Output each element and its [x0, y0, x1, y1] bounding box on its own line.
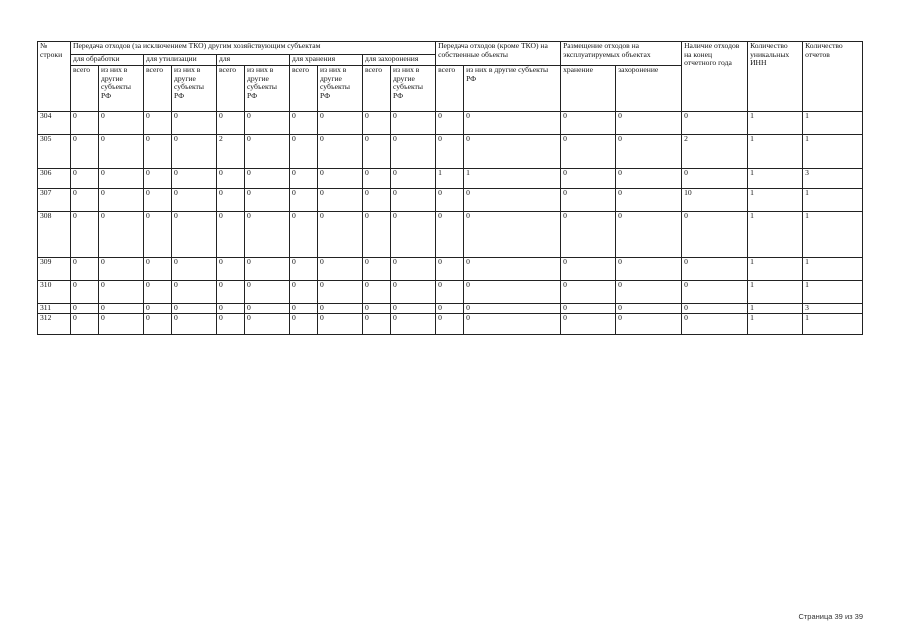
table-cell: 0 — [172, 212, 217, 258]
header-reports: Количество отчетов — [803, 42, 863, 112]
table-cell: 0 — [245, 212, 290, 258]
table-cell: 1 — [748, 212, 803, 258]
table-row — [38, 314, 863, 335]
table-cell: 0 — [561, 169, 616, 189]
header-other-subjects: из них в другие субъекты РФ — [99, 66, 144, 112]
table-cell: 0 — [616, 314, 682, 335]
row-number-cell: 312 — [38, 314, 71, 335]
row-number-cell: 306 — [38, 169, 71, 189]
table-cell: 0 — [290, 258, 318, 281]
header-storage: хранение — [561, 66, 616, 112]
table-cell: 1 — [803, 189, 863, 212]
table-cell: 0 — [436, 112, 464, 135]
table-cell: 0 — [391, 212, 436, 258]
table-cell: 0 — [71, 189, 99, 212]
table-cell: 0 — [363, 112, 391, 135]
header-total: всего — [217, 66, 245, 112]
table-row — [38, 258, 863, 281]
table-cell: 2 — [682, 135, 748, 169]
table-cell: 0 — [144, 189, 172, 212]
table-cell: 0 — [144, 169, 172, 189]
table-cell: 0 — [616, 189, 682, 212]
table-cell: 0 — [71, 281, 99, 304]
table-cell: 0 — [318, 304, 363, 314]
table-cell: 0 — [616, 258, 682, 281]
table-cell: 0 — [682, 314, 748, 335]
table-cell: 2 — [217, 135, 245, 169]
table-cell: 0 — [464, 189, 561, 212]
table-cell: 0 — [363, 281, 391, 304]
table-cell: 0 — [290, 112, 318, 135]
table-cell: 0 — [464, 281, 561, 304]
table-cell: 0 — [318, 189, 363, 212]
table-cell: 1 — [748, 258, 803, 281]
table-cell: 0 — [464, 112, 561, 135]
table-cell: 0 — [290, 281, 318, 304]
header-unique-inn: Количество уникальных ИНН — [748, 42, 803, 112]
table-cell: 0 — [172, 189, 217, 212]
page-number: Страница 39 из 39 — [798, 612, 863, 621]
table-cell: 0 — [99, 258, 144, 281]
table-cell: 0 — [561, 314, 616, 335]
table-cell: 0 — [217, 258, 245, 281]
table-cell: 1 — [803, 112, 863, 135]
row-number-cell: 304 — [38, 112, 71, 135]
table-cell: 1 — [748, 281, 803, 304]
table-cell: 0 — [436, 304, 464, 314]
table-cell: 10 — [682, 189, 748, 212]
header-other-subjects: из них в другие субъекты РФ — [245, 66, 290, 112]
table-cell: 0 — [99, 112, 144, 135]
table-cell: 0 — [217, 314, 245, 335]
table-cell: 0 — [616, 304, 682, 314]
table-cell: 0 — [217, 281, 245, 304]
header-sub-processing: для обработки — [71, 55, 144, 66]
row-number-cell: 311 — [38, 304, 71, 314]
table-cell: 0 — [245, 112, 290, 135]
header-total: всего — [71, 66, 99, 112]
header-sub-neutral: для — [217, 55, 290, 66]
table-cell: 0 — [682, 281, 748, 304]
table-row — [38, 212, 863, 258]
table-cell: 0 — [245, 281, 290, 304]
row-number-cell: 305 — [38, 135, 71, 169]
table-cell: 0 — [464, 314, 561, 335]
table-cell: 0 — [71, 169, 99, 189]
table-cell: 0 — [71, 304, 99, 314]
header-sub-burial: для захоронения — [363, 55, 436, 66]
table-cell: 0 — [391, 112, 436, 135]
table-cell: 0 — [363, 135, 391, 169]
row-number-cell: 307 — [38, 189, 71, 212]
table-row — [38, 112, 863, 135]
table-cell: 0 — [245, 258, 290, 281]
table-cell: 1 — [748, 189, 803, 212]
table-cell: 0 — [172, 314, 217, 335]
table-cell: 0 — [561, 212, 616, 258]
table-cell: 0 — [436, 314, 464, 335]
table-row — [38, 169, 863, 189]
table-cell: 0 — [318, 169, 363, 189]
table-cell: 0 — [99, 189, 144, 212]
table-cell: 0 — [245, 304, 290, 314]
table-cell: 1 — [803, 135, 863, 169]
waste-report-table — [37, 41, 863, 335]
table-cell: 0 — [245, 169, 290, 189]
table-cell: 0 — [391, 135, 436, 169]
table-cell: 0 — [245, 314, 290, 335]
row-number-cell: 309 — [38, 258, 71, 281]
table-cell: 0 — [71, 314, 99, 335]
table-cell: 1 — [803, 212, 863, 258]
table-cell: 0 — [318, 135, 363, 169]
table-cell: 0 — [290, 304, 318, 314]
table-cell: 0 — [217, 304, 245, 314]
table-cell: 0 — [616, 169, 682, 189]
header-presence: Наличие отходов на конец отчетного года — [682, 42, 748, 112]
table-cell: 0 — [561, 135, 616, 169]
table-cell: 0 — [363, 314, 391, 335]
table-row — [38, 304, 863, 314]
header-placement: Размещение отходов на эксплуатируемых объектах — [561, 42, 682, 66]
table-cell: 0 — [290, 314, 318, 335]
table-cell: 0 — [363, 169, 391, 189]
table-cell: 0 — [561, 281, 616, 304]
table-cell: 0 — [144, 112, 172, 135]
table-cell: 0 — [464, 258, 561, 281]
table-cell: 0 — [99, 212, 144, 258]
table-cell: 1 — [748, 304, 803, 314]
table-cell: 0 — [99, 314, 144, 335]
table-cell: 0 — [290, 169, 318, 189]
header-total: всего — [363, 66, 391, 112]
header-transfer-group: Передача отходов (за исключением ТКО) другим хозяйствующим субъектам — [71, 42, 436, 55]
header-other-subjects: из них в другие субъекты РФ — [391, 66, 436, 112]
table-row — [38, 189, 863, 212]
table-cell: 0 — [71, 212, 99, 258]
table-cell: 0 — [318, 212, 363, 258]
table-cell: 0 — [144, 258, 172, 281]
table-cell: 0 — [144, 212, 172, 258]
table-cell: 0 — [144, 135, 172, 169]
table-cell: 0 — [616, 281, 682, 304]
table-cell: 0 — [217, 169, 245, 189]
table-cell: 0 — [363, 189, 391, 212]
header-other-subjects: из них в другие субъекты РФ — [172, 66, 217, 112]
table-cell: 0 — [464, 135, 561, 169]
table-cell: 0 — [172, 169, 217, 189]
table-cell: 0 — [290, 212, 318, 258]
table-cell: 0 — [99, 135, 144, 169]
table-cell: 0 — [99, 169, 144, 189]
table-cell: 0 — [391, 258, 436, 281]
table-cell: 0 — [290, 135, 318, 169]
table-cell: 3 — [803, 304, 863, 314]
table-cell: 1 — [803, 281, 863, 304]
table-cell: 0 — [144, 304, 172, 314]
table-cell: 0 — [71, 135, 99, 169]
header-burial: захоронение — [616, 66, 682, 112]
header-transfer-own: Передача отходов (кроме ТКО) на собственные объекты — [436, 42, 561, 66]
table-cell: 1 — [803, 314, 863, 335]
table-cell: 0 — [436, 189, 464, 212]
table-cell: 0 — [71, 112, 99, 135]
header-total: всего — [144, 66, 172, 112]
table-row — [38, 281, 863, 304]
header-total: всего — [436, 66, 464, 112]
table-cell: 0 — [172, 304, 217, 314]
header-other-subjects-single: из них в другие субъекты РФ — [464, 66, 561, 112]
table-cell: 0 — [391, 189, 436, 212]
table-cell: 0 — [318, 258, 363, 281]
table-cell: 0 — [682, 212, 748, 258]
table-cell: 0 — [464, 212, 561, 258]
table-cell: 0 — [99, 304, 144, 314]
table-cell: 0 — [561, 304, 616, 314]
table-cell: 0 — [217, 212, 245, 258]
table-cell: 0 — [363, 212, 391, 258]
table-cell: 1 — [748, 169, 803, 189]
table-cell: 0 — [391, 314, 436, 335]
table-cell: 0 — [172, 281, 217, 304]
table-cell: 0 — [616, 112, 682, 135]
table-cell: 0 — [172, 258, 217, 281]
header-total: всего — [290, 66, 318, 112]
table-cell: 1 — [436, 169, 464, 189]
table-cell: 0 — [245, 135, 290, 169]
table-cell: 0 — [436, 258, 464, 281]
table-cell: 0 — [217, 112, 245, 135]
header-other-subjects: из них в другие субъекты РФ — [318, 66, 363, 112]
table-cell: 0 — [99, 281, 144, 304]
table-cell: 0 — [436, 281, 464, 304]
table-cell: 1 — [748, 135, 803, 169]
table-cell: 0 — [391, 304, 436, 314]
table-cell: 0 — [363, 304, 391, 314]
row-number-cell: 308 — [38, 212, 71, 258]
table-cell: 0 — [290, 189, 318, 212]
table-cell: 0 — [391, 169, 436, 189]
table-cell: 0 — [464, 304, 561, 314]
table-cell: 1 — [803, 258, 863, 281]
table-cell: 0 — [318, 314, 363, 335]
table-cell: 0 — [71, 258, 99, 281]
table-cell: 0 — [616, 212, 682, 258]
table-cell: 0 — [318, 281, 363, 304]
table-header — [38, 42, 863, 112]
table-cell: 0 — [682, 258, 748, 281]
table-cell: 0 — [144, 281, 172, 304]
table-cell: 0 — [436, 135, 464, 169]
table-cell: 0 — [682, 169, 748, 189]
table-cell: 0 — [217, 189, 245, 212]
table-cell: 0 — [561, 258, 616, 281]
header-sub-utilization: для утилизации — [144, 55, 217, 66]
table-cell: 0 — [561, 189, 616, 212]
table-cell: 3 — [803, 169, 863, 189]
table-cell: 1 — [464, 169, 561, 189]
table-cell: 0 — [363, 258, 391, 281]
header-row-no: № строки — [38, 42, 71, 112]
table-cell: 0 — [561, 112, 616, 135]
table-cell: 1 — [748, 112, 803, 135]
table-cell: 0 — [318, 112, 363, 135]
table-cell: 0 — [616, 135, 682, 169]
table-cell: 0 — [172, 112, 217, 135]
table-cell: 0 — [172, 135, 217, 169]
header-sub-storage: для хранения — [290, 55, 363, 66]
table-body — [38, 112, 863, 335]
table-cell: 0 — [245, 189, 290, 212]
table-cell: 0 — [682, 304, 748, 314]
table-cell: 0 — [436, 212, 464, 258]
table-cell: 0 — [391, 281, 436, 304]
table-cell: 0 — [144, 314, 172, 335]
table-row — [38, 135, 863, 169]
row-number-cell: 310 — [38, 281, 71, 304]
table-cell: 0 — [682, 112, 748, 135]
table-cell: 1 — [748, 314, 803, 335]
